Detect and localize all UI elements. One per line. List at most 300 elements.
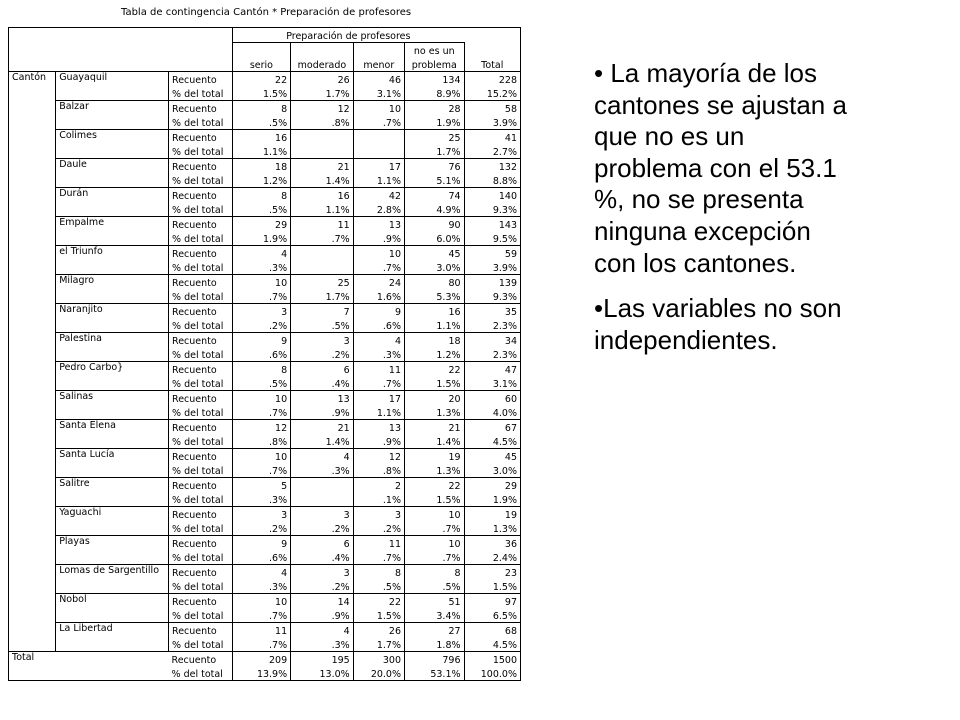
percent-cell: 1.1% xyxy=(353,173,404,188)
stat-label: Recuento xyxy=(169,565,233,580)
count-cell: 46 xyxy=(353,72,404,87)
count-cell: 90 xyxy=(405,217,465,232)
percent-cell: .2% xyxy=(232,521,290,536)
percent-cell: 1.2% xyxy=(232,173,290,188)
count-cell: 4 xyxy=(232,565,290,580)
count-cell: 4 xyxy=(291,449,354,464)
count-cell: 6 xyxy=(291,536,354,551)
stat-label: Recuento xyxy=(169,623,233,638)
count-cell: 134 xyxy=(405,72,465,87)
percent-cell: 1.3% xyxy=(405,463,465,478)
stat-label: % del total xyxy=(169,405,233,420)
count-cell: 132 xyxy=(464,159,520,174)
table-row xyxy=(9,652,521,667)
total-row-label: Total xyxy=(9,652,169,681)
percent-cell: .7% xyxy=(232,289,290,304)
percent-cell: .5% xyxy=(291,318,354,333)
percent-cell: 13.9% xyxy=(232,666,290,681)
count-cell xyxy=(353,130,404,145)
percent-cell: 4.5% xyxy=(464,434,520,449)
count-cell: 10 xyxy=(232,449,290,464)
canton-name: Yaguachi xyxy=(56,507,169,536)
table-row xyxy=(9,217,521,232)
stat-label: Recuento xyxy=(169,449,233,464)
count-cell: 13 xyxy=(353,217,404,232)
stat-label: Recuento xyxy=(169,72,233,87)
column-header: moderado xyxy=(291,57,354,72)
stat-label: Recuento xyxy=(169,188,233,203)
percent-cell: .6% xyxy=(232,347,290,362)
count-cell: 3 xyxy=(291,333,354,348)
table-row xyxy=(9,594,521,609)
percent-cell: 1.5% xyxy=(353,608,404,623)
table-row xyxy=(9,246,521,261)
canton-name: el Triunfo xyxy=(56,246,169,275)
bullet-point: •Las variables no son independientes. xyxy=(594,293,842,355)
count-cell: 36 xyxy=(464,536,520,551)
percent-cell: 1.8% xyxy=(405,637,465,652)
percent-cell: 9.5% xyxy=(464,231,520,246)
percent-cell: 1.4% xyxy=(291,173,354,188)
count-cell: 139 xyxy=(464,275,520,290)
stat-label: Recuento xyxy=(169,333,233,348)
percent-cell: 2.8% xyxy=(353,202,404,217)
stat-label: % del total xyxy=(169,173,233,188)
percent-cell: 1.5% xyxy=(405,492,465,507)
count-cell: 76 xyxy=(405,159,465,174)
percent-cell: .8% xyxy=(353,463,404,478)
percent-cell: .7% xyxy=(353,260,404,275)
percent-cell: .2% xyxy=(291,347,354,362)
percent-cell: 1.1% xyxy=(232,144,290,159)
percent-cell: 1.1% xyxy=(353,405,404,420)
canton-name: Colimes xyxy=(56,130,169,159)
stat-label: Recuento xyxy=(169,391,233,406)
count-cell: 16 xyxy=(232,130,290,145)
percent-cell: 9.3% xyxy=(464,202,520,217)
percent-cell: .7% xyxy=(291,231,354,246)
stat-label: Recuento xyxy=(169,536,233,551)
count-cell: 60 xyxy=(464,391,520,406)
count-cell: 11 xyxy=(353,362,404,377)
table-row xyxy=(9,159,521,174)
count-cell: 13 xyxy=(353,420,404,435)
count-cell: 45 xyxy=(405,246,465,261)
percent-cell: 1.4% xyxy=(405,434,465,449)
percent-cell: .3% xyxy=(232,492,290,507)
stat-label: % del total xyxy=(169,144,233,159)
percent-cell: .5% xyxy=(232,115,290,130)
count-cell: 35 xyxy=(464,304,520,319)
count-cell xyxy=(291,130,354,145)
count-cell: 97 xyxy=(464,594,520,609)
percent-cell: 3.1% xyxy=(353,86,404,101)
percent-cell: 6.0% xyxy=(405,231,465,246)
percent-cell: 3.0% xyxy=(405,260,465,275)
count-cell xyxy=(291,246,354,261)
count-cell: 4 xyxy=(232,246,290,261)
percent-cell: 100.0% xyxy=(464,666,520,681)
percent-cell: .2% xyxy=(291,521,354,536)
percent-cell: 5.1% xyxy=(405,173,465,188)
stat-label: % del total xyxy=(169,579,233,594)
canton-name: Guayaquil xyxy=(56,72,169,101)
percent-cell: .7% xyxy=(405,550,465,565)
count-cell: 10 xyxy=(405,536,465,551)
percent-cell: .2% xyxy=(353,521,404,536)
count-cell: 21 xyxy=(405,420,465,435)
percent-cell xyxy=(291,260,354,275)
percent-cell: 3.4% xyxy=(405,608,465,623)
percent-cell: 2.3% xyxy=(464,347,520,362)
table-row xyxy=(9,304,521,319)
percent-cell: 2.7% xyxy=(464,144,520,159)
percent-cell: .3% xyxy=(291,463,354,478)
table-row xyxy=(9,507,521,522)
percent-cell: 1.5% xyxy=(405,376,465,391)
percent-cell: .5% xyxy=(405,579,465,594)
stat-label: Recuento xyxy=(169,275,233,290)
percent-cell: .5% xyxy=(353,579,404,594)
percent-cell: .9% xyxy=(291,608,354,623)
table-row xyxy=(9,478,521,493)
stat-label: Recuento xyxy=(169,101,233,116)
count-cell: 74 xyxy=(405,188,465,203)
percent-cell: 1.1% xyxy=(291,202,354,217)
canton-name: Santa Lucía xyxy=(56,449,169,478)
percent-cell: .7% xyxy=(353,115,404,130)
count-cell: 10 xyxy=(232,594,290,609)
table-row xyxy=(9,362,521,377)
percent-cell: 15.2% xyxy=(464,86,520,101)
count-cell: 12 xyxy=(232,420,290,435)
count-cell: 5 xyxy=(232,478,290,493)
count-cell: 140 xyxy=(464,188,520,203)
count-cell: 25 xyxy=(291,275,354,290)
count-cell: 34 xyxy=(464,333,520,348)
stat-label: Recuento xyxy=(169,507,233,522)
count-cell: 51 xyxy=(405,594,465,609)
percent-cell xyxy=(353,144,404,159)
count-cell: 12 xyxy=(291,101,354,116)
percent-cell: 1.7% xyxy=(291,289,354,304)
percent-cell: 1.4% xyxy=(291,434,354,449)
stat-label: % del total xyxy=(169,434,233,449)
percent-cell: .9% xyxy=(291,405,354,420)
count-cell: 4 xyxy=(291,623,354,638)
percent-cell: .7% xyxy=(232,405,290,420)
column-header: Total xyxy=(464,57,520,72)
percent-cell: 6.5% xyxy=(464,608,520,623)
count-cell: 11 xyxy=(291,217,354,232)
count-cell: 25 xyxy=(405,130,465,145)
count-cell: 3 xyxy=(353,507,404,522)
canton-name: Nobol xyxy=(56,594,169,623)
count-cell: 195 xyxy=(291,652,354,667)
stat-label: Recuento xyxy=(169,478,233,493)
count-cell: 10 xyxy=(232,391,290,406)
percent-cell: 3.1% xyxy=(464,376,520,391)
count-cell: 11 xyxy=(353,536,404,551)
count-cell: 26 xyxy=(353,623,404,638)
count-cell: 1500 xyxy=(464,652,520,667)
percent-cell: .9% xyxy=(353,231,404,246)
count-cell: 19 xyxy=(464,507,520,522)
percent-cell: 9.3% xyxy=(464,289,520,304)
table-body xyxy=(9,72,521,681)
count-cell: 13 xyxy=(291,391,354,406)
stat-label: % del total xyxy=(169,115,233,130)
count-cell: 3 xyxy=(232,304,290,319)
percent-cell xyxy=(291,144,354,159)
stat-label: Recuento xyxy=(169,652,233,667)
count-cell: 10 xyxy=(405,507,465,522)
percent-cell: 13.0% xyxy=(291,666,354,681)
count-cell: 14 xyxy=(291,594,354,609)
stat-label: % del total xyxy=(169,608,233,623)
percent-cell: 1.5% xyxy=(232,86,290,101)
percent-cell: 1.7% xyxy=(405,144,465,159)
stat-label: Recuento xyxy=(169,304,233,319)
count-cell: 24 xyxy=(353,275,404,290)
count-cell: 22 xyxy=(353,594,404,609)
stat-label: % del total xyxy=(169,463,233,478)
crosstab-table xyxy=(8,27,521,681)
percent-cell: 1.6% xyxy=(353,289,404,304)
percent-cell: 1.1% xyxy=(405,318,465,333)
stat-label: % del total xyxy=(169,521,233,536)
table-row xyxy=(9,449,521,464)
percent-cell: 1.7% xyxy=(291,86,354,101)
stat-label: Recuento xyxy=(169,246,233,261)
percent-cell: 2.4% xyxy=(464,550,520,565)
count-cell: 21 xyxy=(291,159,354,174)
count-cell: 6 xyxy=(291,362,354,377)
percent-cell: .3% xyxy=(291,637,354,652)
percent-cell: 1.9% xyxy=(232,231,290,246)
table-title: Tabla de contingencia Cantón * Preparación de profesores xyxy=(121,7,412,18)
count-cell: 28 xyxy=(405,101,465,116)
percent-cell: .3% xyxy=(232,579,290,594)
count-cell: 143 xyxy=(464,217,520,232)
canton-name: Milagro xyxy=(56,275,169,304)
count-cell: 16 xyxy=(405,304,465,319)
table-row xyxy=(9,565,521,580)
stat-label: % del total xyxy=(169,318,233,333)
count-cell: 9 xyxy=(232,536,290,551)
stat-label: % del total xyxy=(169,492,233,507)
count-cell: 41 xyxy=(464,130,520,145)
percent-cell: 2.3% xyxy=(464,318,520,333)
count-cell: 2 xyxy=(353,478,404,493)
stat-label: % del total xyxy=(169,666,233,681)
count-cell: 27 xyxy=(405,623,465,638)
table-row xyxy=(9,275,521,290)
row-variable-label: Cantón xyxy=(9,72,56,652)
canton-name: Pedro Carbo} xyxy=(56,362,169,391)
count-cell: 8 xyxy=(232,188,290,203)
canton-name: Durán xyxy=(56,188,169,217)
table-row xyxy=(9,536,521,551)
count-cell: 68 xyxy=(464,623,520,638)
table-row xyxy=(9,391,521,406)
canton-name: Lomas de Sargentillo xyxy=(56,565,169,594)
count-cell: 67 xyxy=(464,420,520,435)
count-cell: 796 xyxy=(405,652,465,667)
stat-label: Recuento xyxy=(169,420,233,435)
count-cell: 16 xyxy=(291,188,354,203)
stat-label: % del total xyxy=(169,637,233,652)
stat-label: % del total xyxy=(169,376,233,391)
count-cell xyxy=(291,478,354,493)
percent-cell: .7% xyxy=(232,463,290,478)
count-cell: 10 xyxy=(353,101,404,116)
percent-cell: 8.8% xyxy=(464,173,520,188)
stat-label: % del total xyxy=(169,231,233,246)
percent-cell: 5.3% xyxy=(405,289,465,304)
column-header: menor xyxy=(353,57,404,72)
percent-cell: .7% xyxy=(353,376,404,391)
canton-name: Daule xyxy=(56,159,169,188)
stat-label: % del total xyxy=(169,202,233,217)
percent-cell: 3.0% xyxy=(464,463,520,478)
stat-label: Recuento xyxy=(169,159,233,174)
percent-cell: 1.7% xyxy=(353,637,404,652)
column-header-problem-line2: problema xyxy=(405,57,465,72)
percent-cell: 1.2% xyxy=(405,347,465,362)
table-row xyxy=(9,333,521,348)
column-header: serio xyxy=(232,57,290,72)
percent-cell: .3% xyxy=(232,260,290,275)
count-cell: 23 xyxy=(464,565,520,580)
column-group-label: Preparación de profesores xyxy=(232,28,464,43)
canton-name: Empalme xyxy=(56,217,169,246)
count-cell: 21 xyxy=(291,420,354,435)
percent-cell: .6% xyxy=(353,318,404,333)
count-cell: 29 xyxy=(232,217,290,232)
canton-name: Salinas xyxy=(56,391,169,420)
table-row xyxy=(9,72,521,87)
canton-name: Balzar xyxy=(56,101,169,130)
count-cell: 17 xyxy=(353,391,404,406)
percent-cell: .5% xyxy=(232,202,290,217)
percent-cell: 4.0% xyxy=(464,405,520,420)
count-cell: 26 xyxy=(291,72,354,87)
stat-label: % del total xyxy=(169,550,233,565)
percent-cell: .7% xyxy=(353,550,404,565)
table-row xyxy=(9,623,521,638)
count-cell: 7 xyxy=(291,304,354,319)
canton-name: Santa Elena xyxy=(56,420,169,449)
percent-cell: 4.5% xyxy=(464,637,520,652)
percent-cell: .2% xyxy=(232,318,290,333)
percent-cell: 1.9% xyxy=(405,115,465,130)
bullet-text-block xyxy=(594,58,856,370)
count-cell: 42 xyxy=(353,188,404,203)
percent-cell: .7% xyxy=(232,637,290,652)
percent-cell: .7% xyxy=(232,608,290,623)
count-cell: 19 xyxy=(405,449,465,464)
percent-cell xyxy=(291,492,354,507)
percent-cell: 3.9% xyxy=(464,115,520,130)
count-cell: 300 xyxy=(353,652,404,667)
count-cell: 29 xyxy=(464,478,520,493)
table-row xyxy=(9,420,521,435)
canton-name: Playas xyxy=(56,536,169,565)
percent-cell: 3.9% xyxy=(464,260,520,275)
count-cell: 8 xyxy=(353,565,404,580)
stat-label: % del total xyxy=(169,86,233,101)
stat-label: Recuento xyxy=(169,594,233,609)
canton-name: Palestina xyxy=(56,333,169,362)
canton-name: Naranjito xyxy=(56,304,169,333)
count-cell: 3 xyxy=(291,565,354,580)
count-cell: 12 xyxy=(353,449,404,464)
count-cell: 9 xyxy=(232,333,290,348)
percent-cell: .5% xyxy=(232,376,290,391)
percent-cell: 1.3% xyxy=(405,405,465,420)
count-cell: 22 xyxy=(405,362,465,377)
percent-cell: .8% xyxy=(232,434,290,449)
percent-cell: 20.0% xyxy=(353,666,404,681)
count-cell: 45 xyxy=(464,449,520,464)
count-cell: 47 xyxy=(464,362,520,377)
bullet-point: • La mayoría de los cantones se ajustan a que no es un problema con el 53.1 %, no se presenta ninguna excepción con los cantones. xyxy=(594,58,847,278)
percent-cell: 1.3% xyxy=(464,521,520,536)
count-cell: 11 xyxy=(232,623,290,638)
count-cell: 209 xyxy=(232,652,290,667)
count-cell: 18 xyxy=(232,159,290,174)
percent-cell: .8% xyxy=(291,115,354,130)
count-cell: 4 xyxy=(353,333,404,348)
table-row xyxy=(9,188,521,203)
percent-cell: 53.1% xyxy=(405,666,465,681)
count-cell: 10 xyxy=(353,246,404,261)
stat-label: Recuento xyxy=(169,130,233,145)
stat-label: Recuento xyxy=(169,362,233,377)
count-cell: 22 xyxy=(405,478,465,493)
table-row xyxy=(9,101,521,116)
count-cell: 58 xyxy=(464,101,520,116)
header-corner xyxy=(9,28,233,72)
percent-cell: 1.5% xyxy=(464,579,520,594)
stat-label: % del total xyxy=(169,289,233,304)
canton-name: La Libertad xyxy=(56,623,169,652)
stat-label: % del total xyxy=(169,260,233,275)
count-cell: 10 xyxy=(232,275,290,290)
percent-cell: .4% xyxy=(291,550,354,565)
percent-cell: 4.9% xyxy=(405,202,465,217)
percent-cell: .3% xyxy=(353,347,404,362)
column-header-problem-line1: no es un xyxy=(405,43,465,58)
percent-cell: .6% xyxy=(232,550,290,565)
percent-cell: .1% xyxy=(353,492,404,507)
count-cell: 8 xyxy=(232,101,290,116)
percent-cell: 8.9% xyxy=(405,86,465,101)
count-cell: 80 xyxy=(405,275,465,290)
count-cell: 17 xyxy=(353,159,404,174)
percent-cell: .9% xyxy=(353,434,404,449)
percent-cell: .7% xyxy=(405,521,465,536)
percent-cell: .2% xyxy=(291,579,354,594)
percent-cell: 1.9% xyxy=(464,492,520,507)
count-cell: 22 xyxy=(232,72,290,87)
count-cell: 20 xyxy=(405,391,465,406)
count-cell: 8 xyxy=(405,565,465,580)
percent-cell: .4% xyxy=(291,376,354,391)
count-cell: 18 xyxy=(405,333,465,348)
count-cell: 59 xyxy=(464,246,520,261)
